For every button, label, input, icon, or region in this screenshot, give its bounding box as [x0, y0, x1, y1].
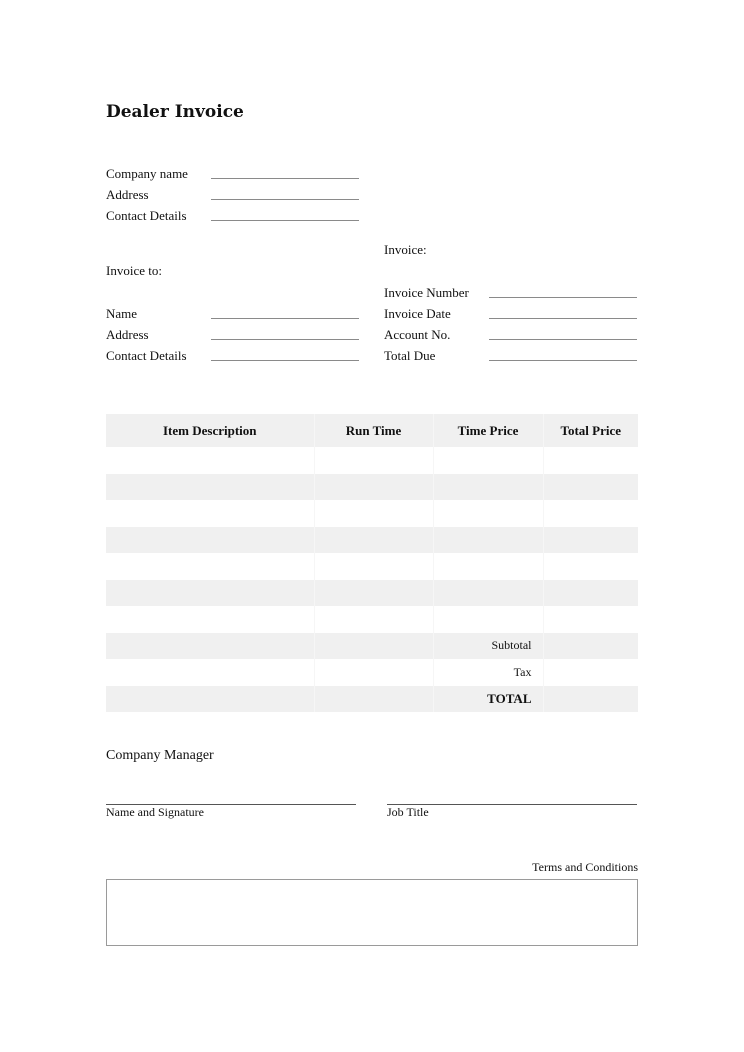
client-name-label: Name: [106, 306, 138, 321]
item-description-cell[interactable]: [106, 500, 314, 527]
time-price-cell[interactable]: [433, 500, 543, 527]
invoice-date-label: Invoice Date: [384, 306, 451, 321]
account-no-label: Account No.: [384, 327, 451, 342]
invoice-heading: Invoice:: [384, 242, 427, 257]
invoice-date-field[interactable]: [489, 318, 637, 319]
total-price-cell[interactable]: [543, 606, 638, 633]
table-row: [106, 553, 638, 580]
total-price-cell[interactable]: [543, 447, 638, 474]
time-price-cell[interactable]: [433, 606, 543, 633]
invoice-number-field[interactable]: [489, 297, 637, 298]
table-row: [106, 606, 638, 633]
company-contact-label: Contact Details: [106, 208, 187, 223]
table-header-row: [106, 414, 638, 447]
run-time-cell[interactable]: [314, 474, 433, 501]
name-signature-label: Name and Signature: [106, 805, 204, 819]
total-price-cell[interactable]: [543, 500, 638, 527]
time-price-cell[interactable]: [433, 580, 543, 607]
table-row: [106, 527, 638, 554]
total-price-cell[interactable]: [543, 527, 638, 554]
tax-label: Tax: [433, 659, 543, 686]
table-row: [106, 580, 638, 607]
table-row: [106, 474, 638, 501]
time-price-cell[interactable]: [433, 447, 543, 474]
item-description-cell[interactable]: [106, 606, 314, 633]
account-no-field[interactable]: [489, 339, 637, 340]
run-time-cell[interactable]: [314, 553, 433, 580]
client-contact-field[interactable]: [211, 360, 359, 361]
time-price-cell[interactable]: [433, 553, 543, 580]
total-due-field[interactable]: [489, 360, 637, 361]
company-name-label: Company name: [106, 166, 188, 181]
total-label: TOTAL: [433, 686, 543, 713]
tax-row: [106, 659, 638, 686]
item-description-cell[interactable]: [106, 447, 314, 474]
run-time-cell[interactable]: [314, 500, 433, 527]
company-name-field[interactable]: [211, 178, 359, 179]
total-value[interactable]: [543, 686, 638, 713]
subtotal-label: Subtotal: [433, 633, 543, 660]
item-description-cell[interactable]: [106, 553, 314, 580]
terms-label: Terms and Conditions: [532, 860, 638, 874]
client-name-field[interactable]: [211, 318, 359, 319]
total-row: [106, 686, 638, 713]
invoice-to-heading: Invoice to:: [106, 263, 162, 278]
column-header-run-time: Run Time: [314, 414, 433, 447]
items-table: [106, 414, 638, 712]
item-description-cell[interactable]: [106, 474, 314, 501]
total-price-cell[interactable]: [543, 474, 638, 501]
invoice-number-label: Invoice Number: [384, 285, 469, 300]
signature-heading: Company Manager: [106, 748, 214, 763]
document-title: Dealer Invoice: [106, 102, 244, 122]
subtotal-value[interactable]: [543, 633, 638, 660]
tax-value[interactable]: [543, 659, 638, 686]
run-time-cell[interactable]: [314, 527, 433, 554]
company-contact-field[interactable]: [211, 220, 359, 221]
client-address-field[interactable]: [211, 339, 359, 340]
time-price-cell[interactable]: [433, 474, 543, 501]
company-address-field[interactable]: [211, 199, 359, 200]
terms-textarea[interactable]: [106, 879, 638, 946]
company-address-label: Address: [106, 187, 149, 202]
run-time-cell[interactable]: [314, 606, 433, 633]
client-address-label: Address: [106, 327, 149, 342]
total-price-cell[interactable]: [543, 580, 638, 607]
total-due-label: Total Due: [384, 348, 436, 363]
column-header-time-price: Time Price: [433, 414, 543, 447]
total-price-cell[interactable]: [543, 553, 638, 580]
job-title-label: Job Title: [387, 805, 429, 819]
run-time-cell[interactable]: [314, 580, 433, 607]
column-header-total-price: Total Price: [543, 414, 638, 447]
table-row: [106, 447, 638, 474]
item-description-cell[interactable]: [106, 527, 314, 554]
table-row: [106, 500, 638, 527]
item-description-cell[interactable]: [106, 580, 314, 607]
column-header-item-description: Item Description: [106, 414, 314, 447]
client-contact-label: Contact Details: [106, 348, 187, 363]
time-price-cell[interactable]: [433, 527, 543, 554]
subtotal-row: [106, 633, 638, 660]
run-time-cell[interactable]: [314, 447, 433, 474]
